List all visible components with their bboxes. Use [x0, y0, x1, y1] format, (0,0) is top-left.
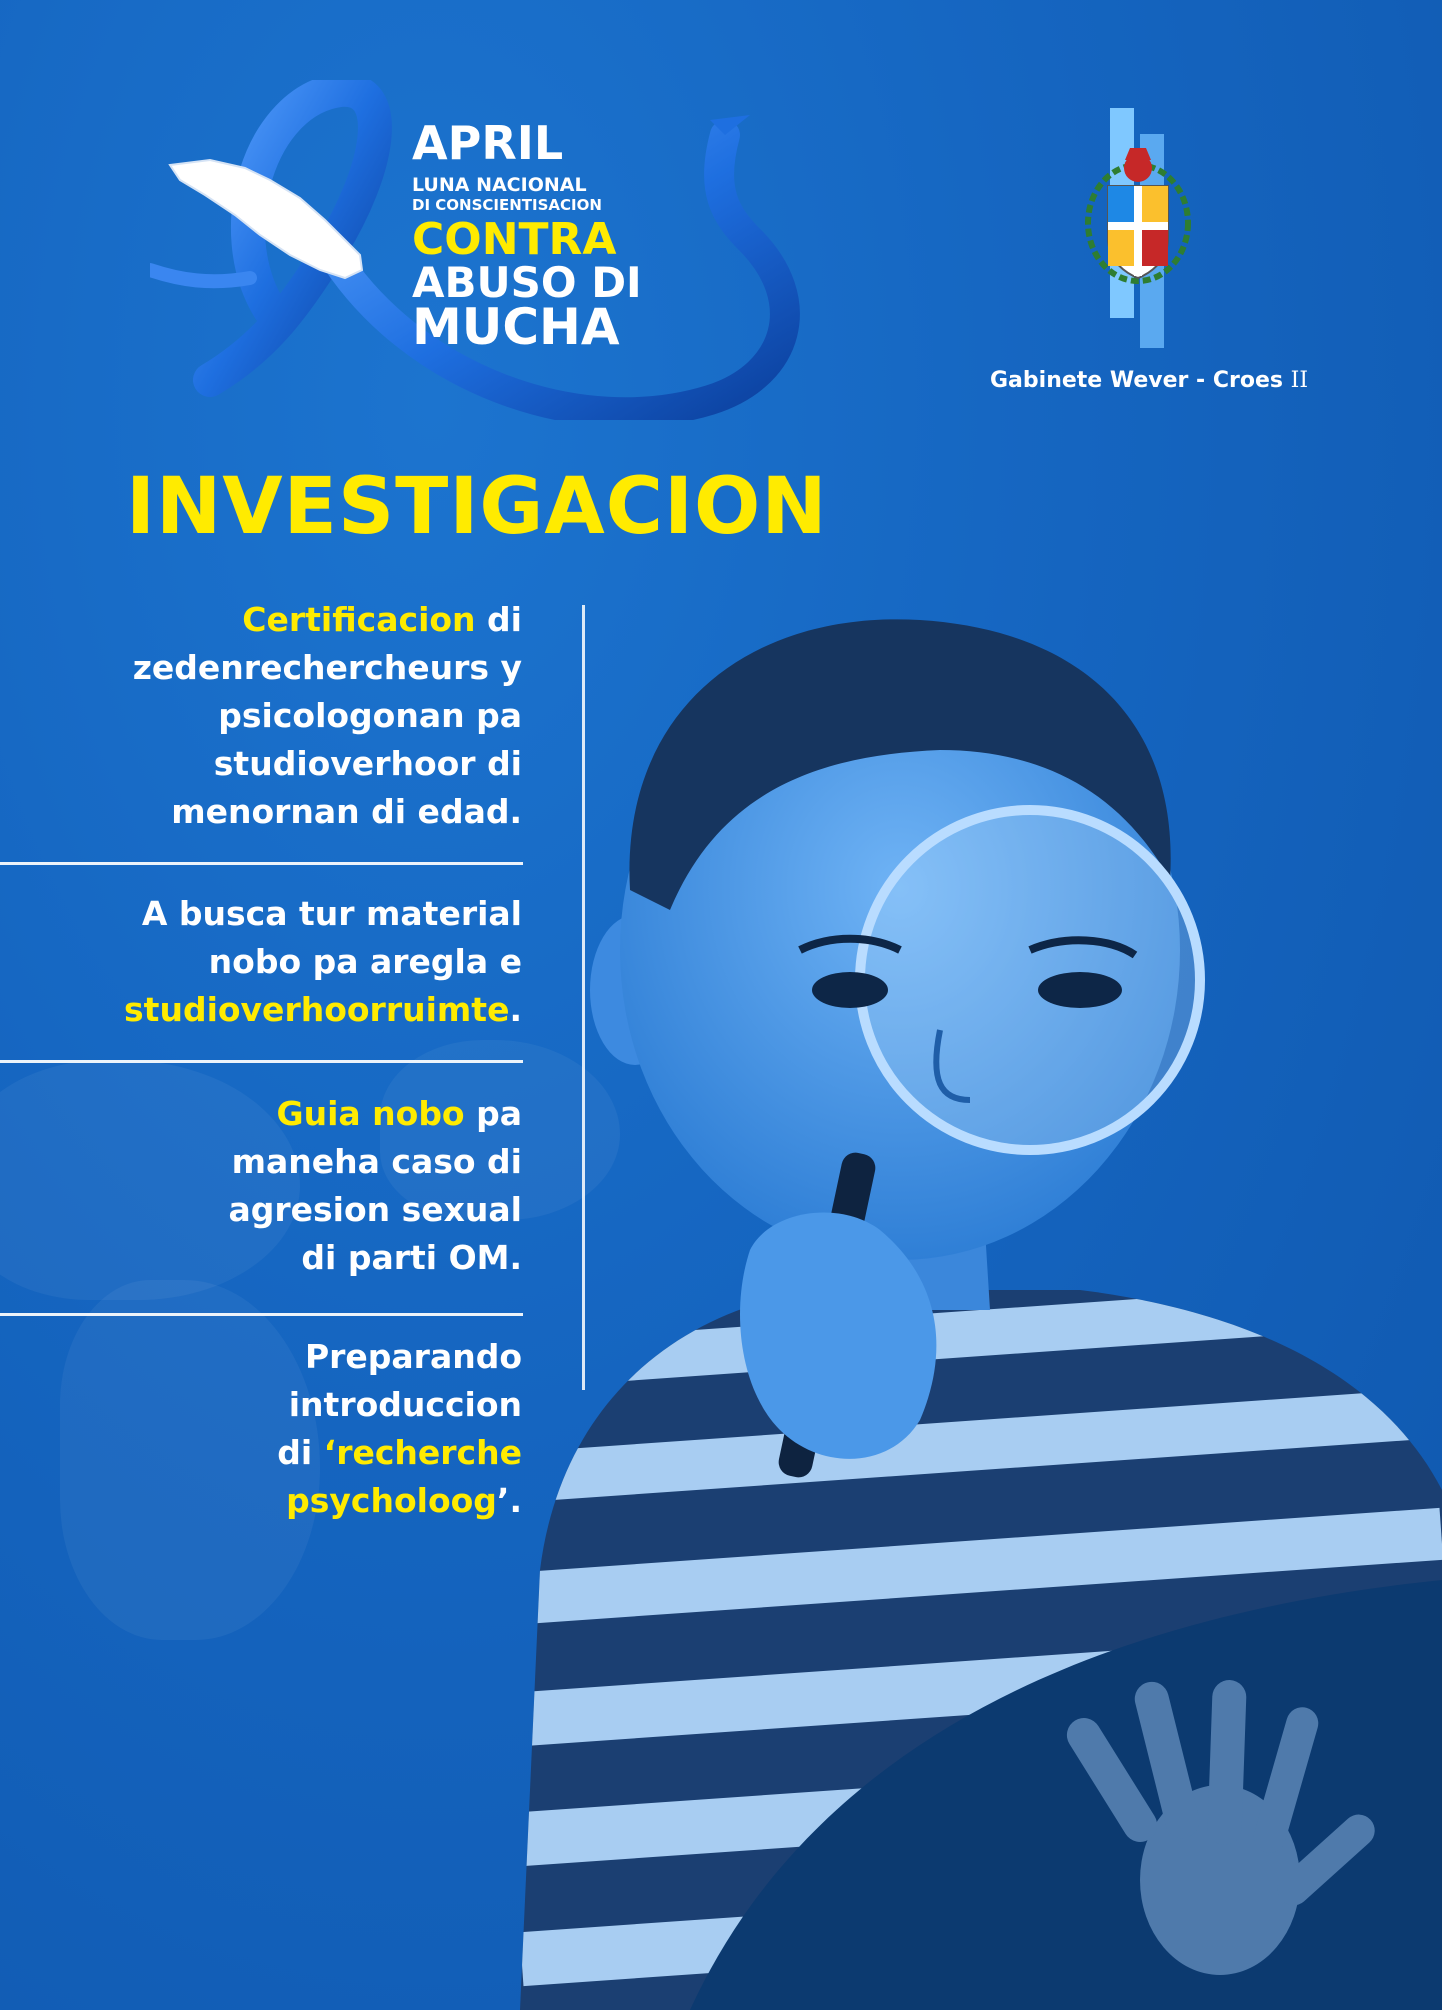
item-material: [22, 890, 522, 1034]
item-4-line: introduccion: [288, 1385, 522, 1424]
item-1-line: menornan di edad.: [171, 792, 522, 831]
logo-line-3: CONTRA: [412, 214, 617, 265]
page-title: INVESTIGACION: [126, 462, 828, 552]
item-1-highlight: Certificacion: [242, 600, 476, 639]
item-2-line: nobo pa aregla e: [208, 942, 522, 981]
government-name-text: Gabinete Wever - Croes: [990, 368, 1283, 393]
item-certificacion: [22, 596, 522, 836]
item-3-line: agresion sexual: [228, 1190, 522, 1229]
item-4-prefix: di: [277, 1433, 324, 1472]
vertical-divider: [582, 605, 585, 1390]
government-numeral: II: [1290, 368, 1309, 393]
item-2-line: A busca tur material: [141, 894, 522, 933]
item-3-line: di parti OM.: [301, 1238, 522, 1277]
logo-line-2: DI CONSCIENTISACION: [412, 196, 602, 214]
item-1-line: studioverhoor di: [213, 744, 522, 783]
item-3-first-rest: pa: [464, 1094, 522, 1133]
item-4-end: ’.: [496, 1481, 522, 1520]
logo-line-1: LUNA NACIONAL: [412, 174, 587, 196]
government-name: [990, 368, 1309, 393]
logo-month: APRIL: [412, 116, 564, 170]
item-4-line: Preparando: [304, 1337, 522, 1376]
item-1-first-rest: di: [475, 600, 522, 639]
item-guia: [22, 1090, 522, 1282]
separator: [0, 1313, 523, 1316]
logo-line-5: MUCHA: [412, 298, 620, 356]
item-3-highlight: Guia nobo: [276, 1094, 465, 1133]
logo-line-4: ABUSO DI: [412, 258, 642, 307]
item-2-highlight: studioverhoorruimte: [124, 990, 510, 1029]
separator: [0, 1060, 523, 1063]
item-4-highlight: psycholoog: [286, 1481, 497, 1520]
coat-of-arms-icon: [1070, 108, 1210, 348]
separator: [0, 862, 523, 865]
item-1-line: zedenrechercheurs y: [132, 648, 522, 687]
boy-photo: [520, 590, 1442, 2010]
item-recherche: [22, 1333, 522, 1525]
item-4-highlight: ‘recherche: [323, 1433, 522, 1472]
campaign-logo: [150, 80, 850, 420]
item-1-line: psicologonan pa: [218, 696, 522, 735]
item-2-end: .: [509, 990, 522, 1029]
item-3-line: maneha caso di: [231, 1142, 522, 1181]
government-logo: [1070, 108, 1210, 348]
